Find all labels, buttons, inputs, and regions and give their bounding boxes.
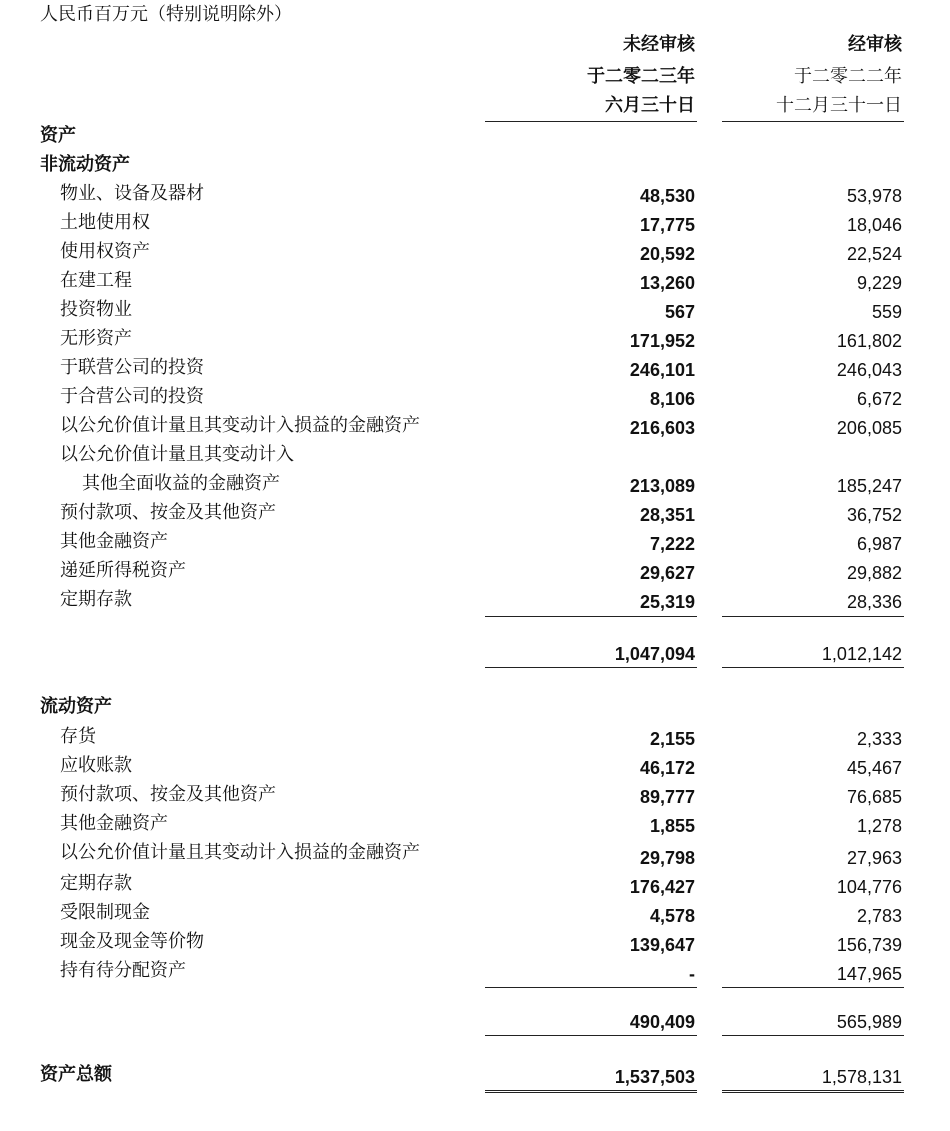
row-label: 土地使用权 bbox=[60, 212, 150, 233]
subtotal-rule-col2 bbox=[722, 616, 904, 617]
row-value-2022: 156,739 bbox=[836, 935, 902, 955]
row-label: 使用权资产 bbox=[60, 241, 150, 262]
row-value-2023: 29,798 bbox=[639, 848, 695, 868]
row-label: 递延所得税资产 bbox=[60, 560, 186, 581]
row-value-2023: 25,319 bbox=[639, 592, 695, 612]
row-value-2022: 36,752 bbox=[846, 505, 902, 525]
col1-date-line2: 六月三十日 bbox=[605, 95, 695, 116]
current-subtotal-2022: 565,989 bbox=[836, 1012, 902, 1032]
row-value-2022: 206,085 bbox=[836, 418, 902, 438]
row-value-2023: 176,427 bbox=[629, 877, 695, 897]
row-label: 于联营公司的投资 bbox=[60, 357, 204, 378]
section-assets: 资产 bbox=[40, 125, 76, 146]
subtotal-bottom-rule-col1 bbox=[485, 667, 697, 668]
subtotal-bottom-rule-col2 bbox=[722, 1035, 904, 1036]
row-value-2023: 4,578 bbox=[649, 906, 695, 926]
row-value-2022: 29,882 bbox=[846, 563, 902, 583]
unit-note: 人民币百万元（特别说明除外） bbox=[40, 4, 292, 25]
subtotal-rule-col1 bbox=[485, 987, 697, 988]
row-label: 其他金融资产 bbox=[60, 531, 168, 552]
row-value-2023: 7,222 bbox=[649, 534, 695, 554]
row-value-2023: 216,603 bbox=[629, 418, 695, 438]
row-value-2023: 28,351 bbox=[639, 505, 695, 525]
row-value-2022: 76,685 bbox=[846, 787, 902, 807]
row-value-2022: 246,043 bbox=[836, 360, 902, 380]
row-value-2023: 46,172 bbox=[639, 758, 695, 778]
row-value-2023: 8,106 bbox=[649, 389, 695, 409]
row-label: 以公允价值计量且其变动计入损益的金融资产 bbox=[60, 842, 420, 863]
row-value-2023: 29,627 bbox=[639, 563, 695, 583]
header-rule-col2 bbox=[722, 121, 904, 122]
non-current-subtotal-2023: 1,047,094 bbox=[614, 644, 695, 664]
subtotal-bottom-rule-col2 bbox=[722, 667, 904, 668]
row-label: 现金及现金等价物 bbox=[60, 931, 204, 952]
row-label: 持有待分配资产 bbox=[60, 960, 186, 981]
row-label: 无形资产 bbox=[60, 328, 132, 349]
row-value-2022: 559 bbox=[871, 302, 902, 322]
row-value-2023: 17,775 bbox=[639, 215, 695, 235]
row-label: 物业、设备及器材 bbox=[60, 183, 204, 204]
row-value-2023: 139,647 bbox=[629, 935, 695, 955]
row-value-2023: 48,530 bbox=[639, 186, 695, 206]
row-value-2023: 20,592 bbox=[639, 244, 695, 264]
row-value-2022: 2,783 bbox=[856, 906, 902, 926]
row-value-2022: 27,963 bbox=[846, 848, 902, 868]
col2-status: 经审核 bbox=[848, 34, 902, 55]
row-value-2022: 18,046 bbox=[846, 215, 902, 235]
row-value-2022: 2,333 bbox=[856, 729, 902, 749]
row-value-2022: 6,987 bbox=[856, 534, 902, 554]
row-value-2023: - bbox=[689, 964, 695, 984]
row-label: 以公允价值计量且其变动计入损益的金融资产 bbox=[60, 415, 420, 436]
row-value-2023: 567 bbox=[664, 302, 695, 322]
total-assets-2023: 1,537,503 bbox=[614, 1067, 695, 1087]
row-label: 于合营公司的投资 bbox=[60, 386, 204, 407]
col2-date-line2: 十二月三十一日 bbox=[776, 95, 902, 116]
row-value-2023: 213,089 bbox=[629, 476, 695, 496]
col2-date-line1: 于二零二二年 bbox=[794, 66, 902, 87]
row-label: 存货 bbox=[60, 726, 96, 747]
row-label: 定期存款 bbox=[60, 589, 132, 610]
non-current-subtotal-2022: 1,012,142 bbox=[821, 644, 902, 664]
col1-status: 未经审核 bbox=[623, 34, 695, 55]
current-subtotal-2023: 490,409 bbox=[629, 1012, 695, 1032]
row-value-2023: 246,101 bbox=[629, 360, 695, 380]
row-label: 应收账款 bbox=[60, 755, 132, 776]
row-label: 定期存款 bbox=[60, 873, 132, 894]
row-value-2023: 89,777 bbox=[639, 787, 695, 807]
section-current-assets: 流动资产 bbox=[40, 696, 112, 717]
row-value-2023: 1,855 bbox=[649, 816, 695, 836]
total-assets-label: 资产总额 bbox=[40, 1064, 112, 1085]
subtotal-rule-col1 bbox=[485, 616, 697, 617]
row-label: 以公允价值计量且其变动计入 bbox=[60, 444, 294, 465]
total-assets-2022: 1,578,131 bbox=[821, 1067, 902, 1087]
row-value-2022: 45,467 bbox=[846, 758, 902, 778]
row-value-2022: 161,802 bbox=[836, 331, 902, 351]
row-value-2022: 6,672 bbox=[856, 389, 902, 409]
row-label: 预付款项、按金及其他资产 bbox=[60, 784, 276, 805]
section-non-current-assets: 非流动资产 bbox=[40, 154, 130, 175]
row-label: 预付款项、按金及其他资产 bbox=[60, 502, 276, 523]
row-label: 在建工程 bbox=[60, 270, 132, 291]
subtotal-bottom-rule-col1 bbox=[485, 1035, 697, 1036]
row-value-2022: 22,524 bbox=[846, 244, 902, 264]
row-value-2022: 185,247 bbox=[836, 476, 902, 496]
row-value-2022: 147,965 bbox=[836, 964, 902, 984]
row-value-2023: 13,260 bbox=[639, 273, 695, 293]
row-value-2023: 2,155 bbox=[649, 729, 695, 749]
row-label: 投资物业 bbox=[60, 299, 132, 320]
row-value-2023: 171,952 bbox=[629, 331, 695, 351]
total-double-rule-col2 bbox=[722, 1090, 904, 1093]
row-value-2022: 28,336 bbox=[846, 592, 902, 612]
row-label: 受限制现金 bbox=[60, 902, 150, 923]
row-value-2022: 9,229 bbox=[856, 273, 902, 293]
header-rule-col1 bbox=[485, 121, 697, 122]
subtotal-rule-col2 bbox=[722, 987, 904, 988]
row-value-2022: 1,278 bbox=[856, 816, 902, 836]
row-label: 其他金融资产 bbox=[60, 813, 168, 834]
row-value-2022: 104,776 bbox=[836, 877, 902, 897]
row-label-continued: 其他全面收益的金融资产 bbox=[82, 473, 280, 494]
total-double-rule-col1 bbox=[485, 1090, 697, 1093]
col1-date-line1: 于二零二三年 bbox=[587, 66, 695, 87]
row-value-2022: 53,978 bbox=[846, 186, 902, 206]
